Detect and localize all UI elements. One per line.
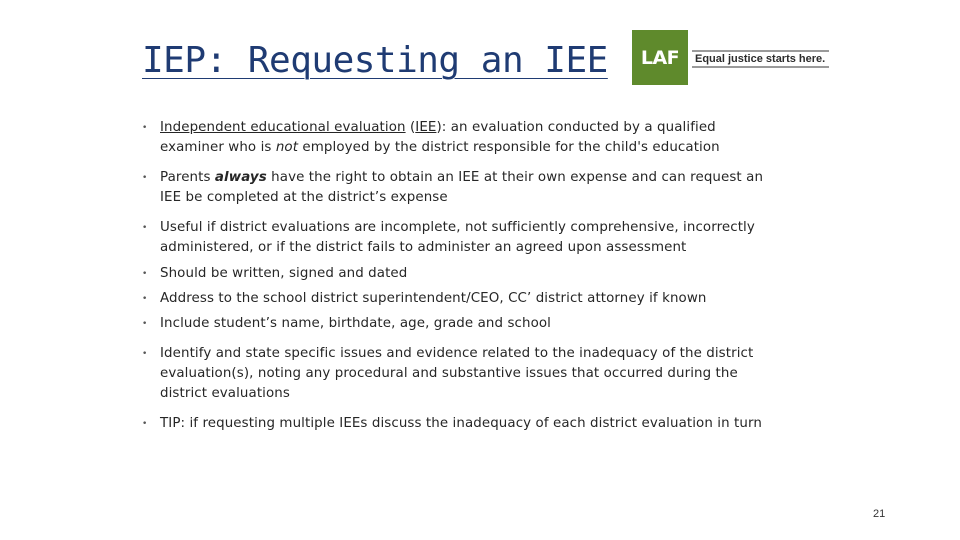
bullet-text: have the right to obtain an IEE at their own expense and can request an IEE be completed at the district’s expense	[160, 170, 764, 205]
term-underlined: Independent educational evaluation	[160, 120, 406, 135]
bullet-item	[142, 118, 782, 158]
bullet-text: (	[405, 120, 416, 135]
laf-logo	[632, 30, 829, 85]
bullet-item: • Address to the school district superintendent/CEO, CC’ district attorney if known	[142, 289, 782, 309]
bullet-item: • Useful if district evaluations are incomplete, not sufficiently comprehensive, incorrectly administered, or if the district fails to administer an agreed upon assessment	[142, 218, 782, 258]
page-number: 21	[873, 508, 886, 520]
abbr-underlined: IEE	[415, 120, 437, 135]
slide-title: IEP: Requesting an IEE	[142, 40, 608, 81]
bullet-text: ): an evaluation conducted by a qualified examiner who is	[160, 120, 716, 155]
laf-logo-mark: LAF	[632, 30, 688, 85]
laf-logo-tagline: Equal justice starts here.	[692, 50, 829, 68]
bullet-text: Parents	[160, 170, 215, 185]
bullet-item: • Identify and state specific issues and evidence related to the inadequacy of the district evaluation(s), noting any procedural and substantive issues that occurred during the district evaluations	[142, 344, 782, 404]
emphasis-text: always	[214, 170, 267, 185]
bullet-item: • TIP: if requesting multiple IEEs discuss the inadequacy of each district evaluation in turn	[142, 414, 782, 434]
bullet-text: employed by the district responsible for the child's education	[298, 140, 720, 155]
emphasis-text: not	[275, 140, 299, 155]
bullet-list	[142, 118, 782, 434]
bullet-item	[142, 168, 782, 208]
bullet-item: • Should be written, signed and dated	[142, 264, 782, 284]
bullet-item: • Include student’s name, birthdate, age, grade and school	[142, 314, 782, 334]
